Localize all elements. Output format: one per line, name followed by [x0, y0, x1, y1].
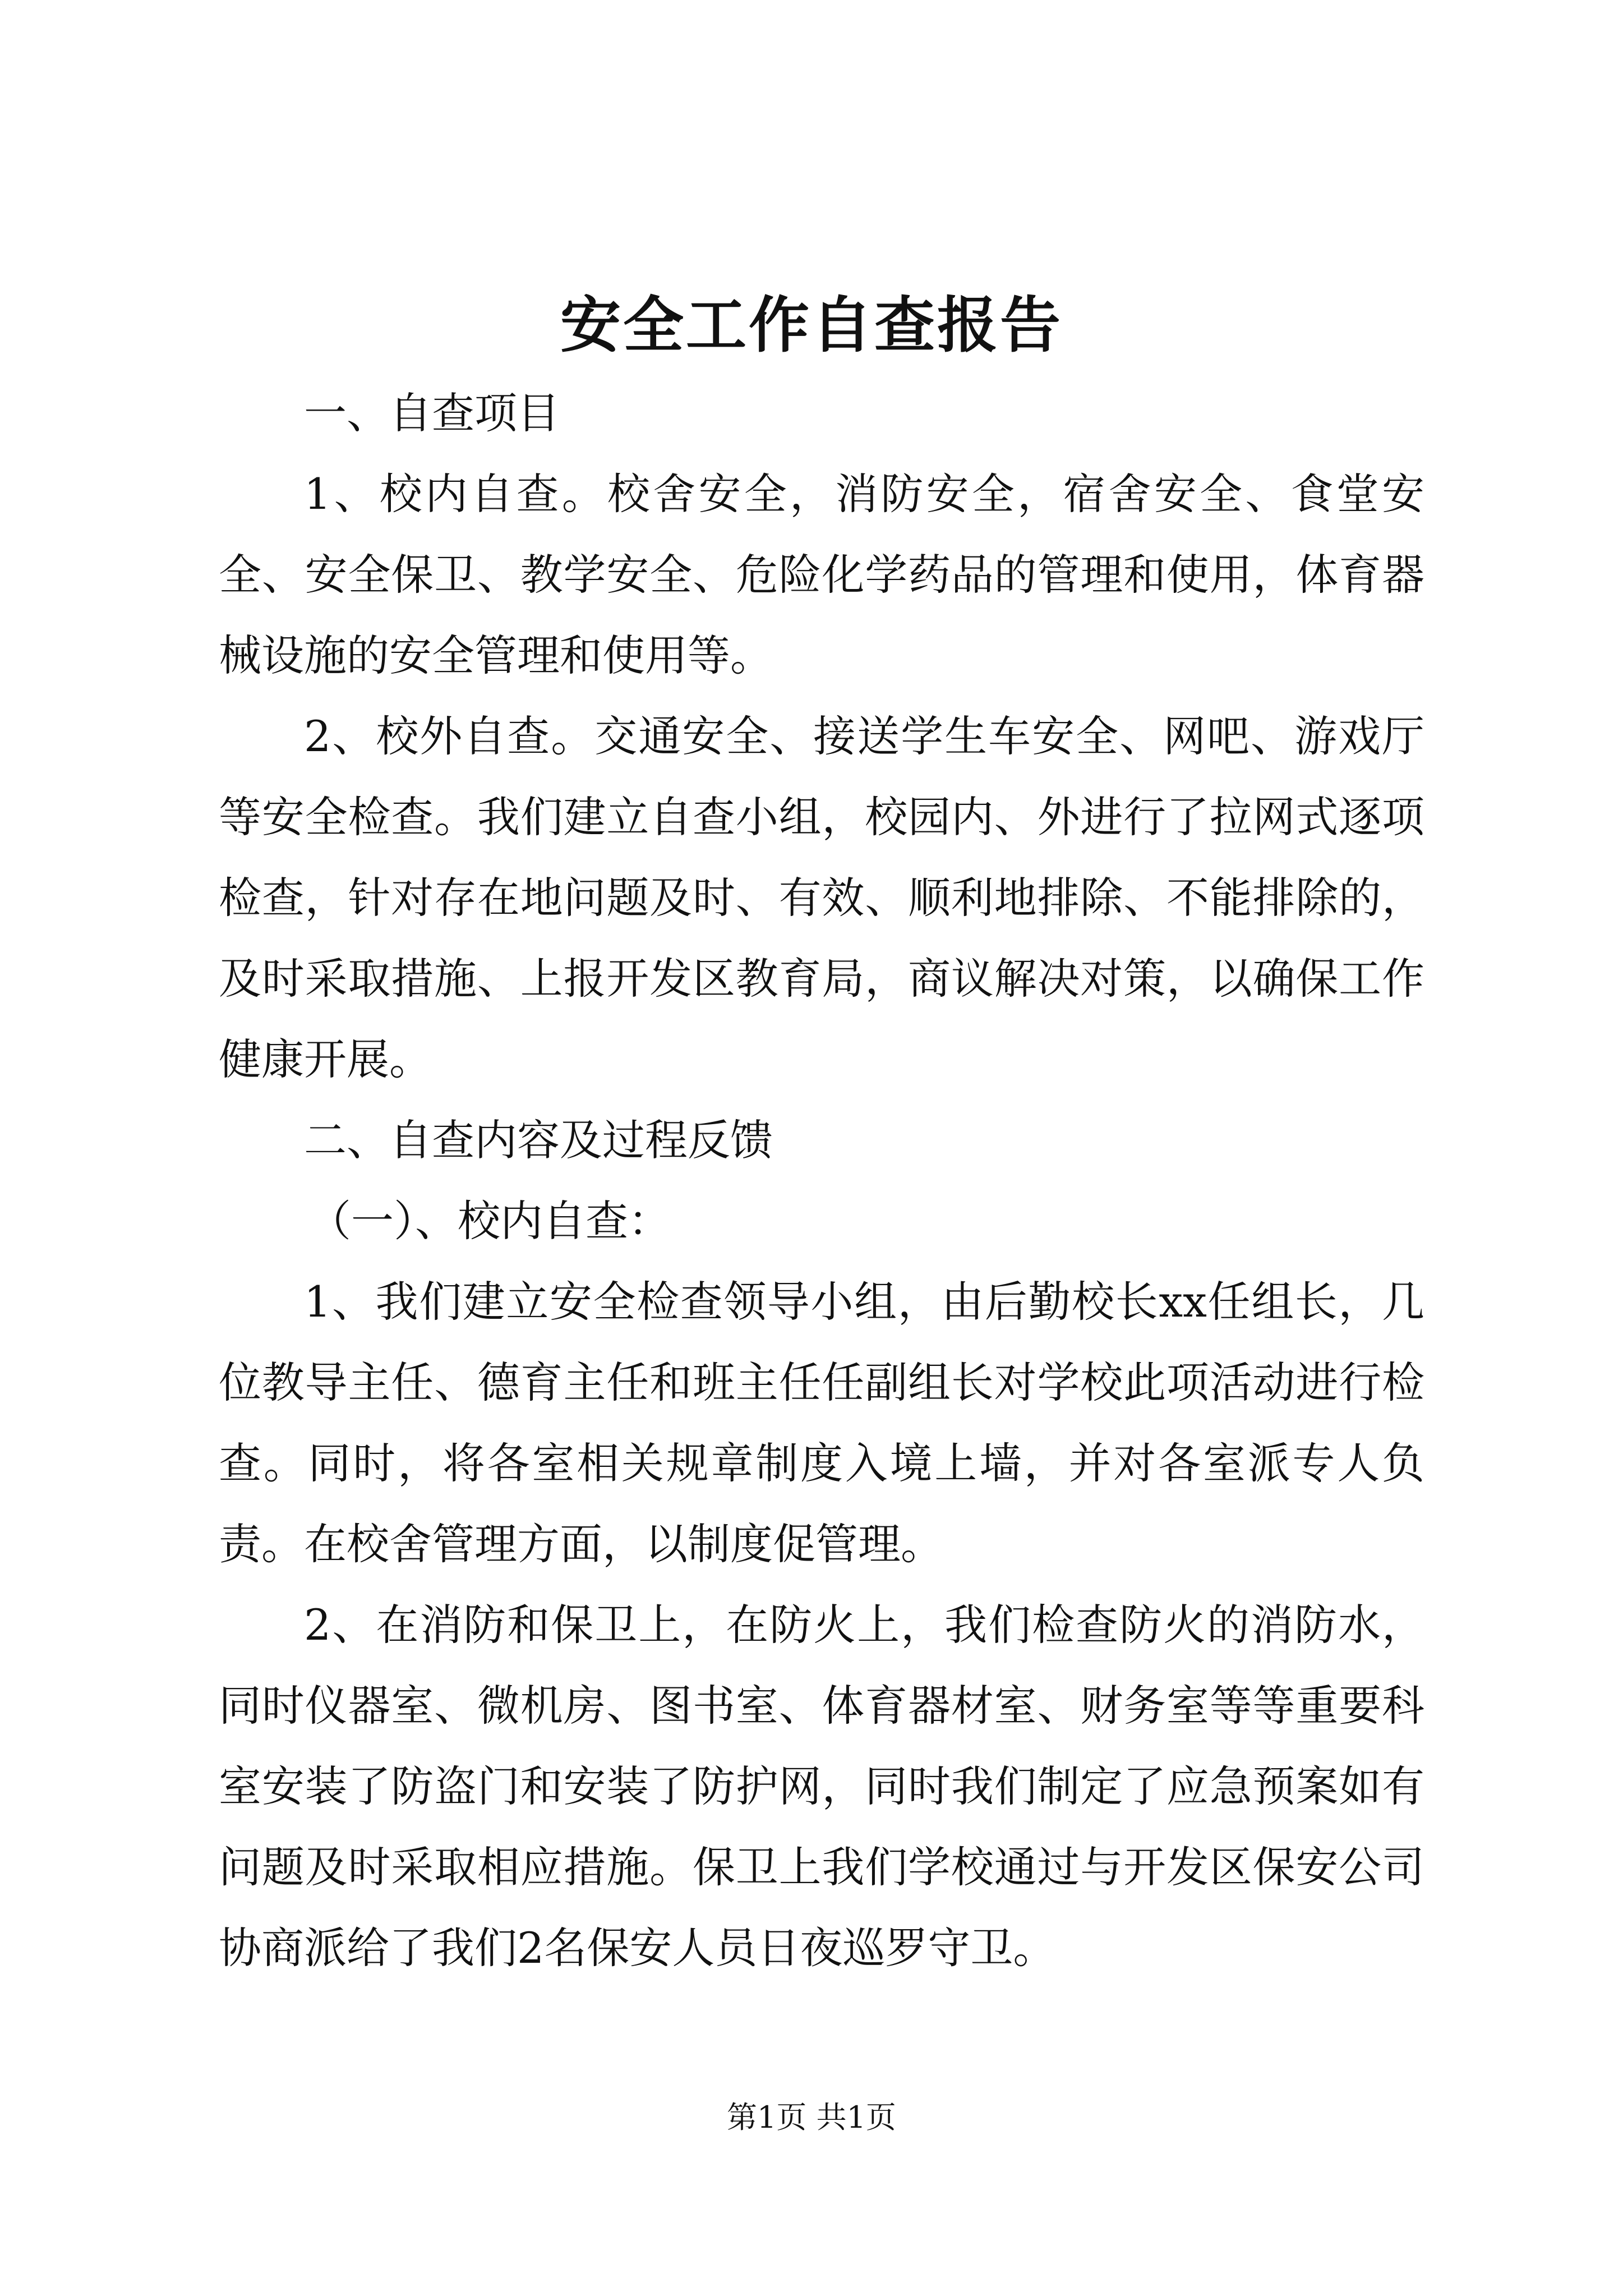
section-heading-1: 一、自查项目	[304, 388, 560, 438]
subsection-heading-1: （一）、校内自查：	[308, 1196, 671, 1246]
paragraph-leadership-group: 1、我们建立安全检查领导小组，由后勤校长xx任组长，几位教导主任、德育主任和班主任任副组长对学校此项活动进行检查。同时，将各室相关规章制度入境上墙，并对各室派专人负责。在校舍管理方面，以制度促管理。	[219, 1277, 1424, 1569]
paragraph-fire-security: 2、在消防和保卫上，在防火上，我们检查防火的消防水，同时仪器室、微机房、图书室、体育器材室、财务室等等重要科室安装了防盗门和安装了防护网，同时我们制定了应急预案如有问题及时采取相应措施。保卫上我们学校通过与开发区保安公司协商派给了我们2名保安人员日夜巡罗守卫。	[219, 1600, 1424, 1973]
paragraph-offcampus-check: 2、校外自查。交通安全、接送学生车安全、网吧、游戏厅等安全检查。我们建立自查小组，校园内、外进行了拉网式逐项检查，针对存在地问题及时、有效、顺利地排除、不能排除的，及时采取措施、上报开发区教育局，商议解决对策，以确保工作健康开展。	[219, 711, 1424, 1084]
section-heading-2: 二、自查内容及过程反馈	[304, 1115, 773, 1165]
document-title: 安全工作自查报告	[560, 290, 1063, 361]
document-body	[219, 373, 1424, 1989]
paragraph-campus-check: 1、校内自查。校舍安全，消防安全，宿舍安全、食堂安全、安全保卫、教学安全、危险化学药品的管理和使用，体育器械设施的安全管理和使用等。	[219, 469, 1424, 680]
page-footer: 第1页 共1页	[727, 2100, 896, 2135]
